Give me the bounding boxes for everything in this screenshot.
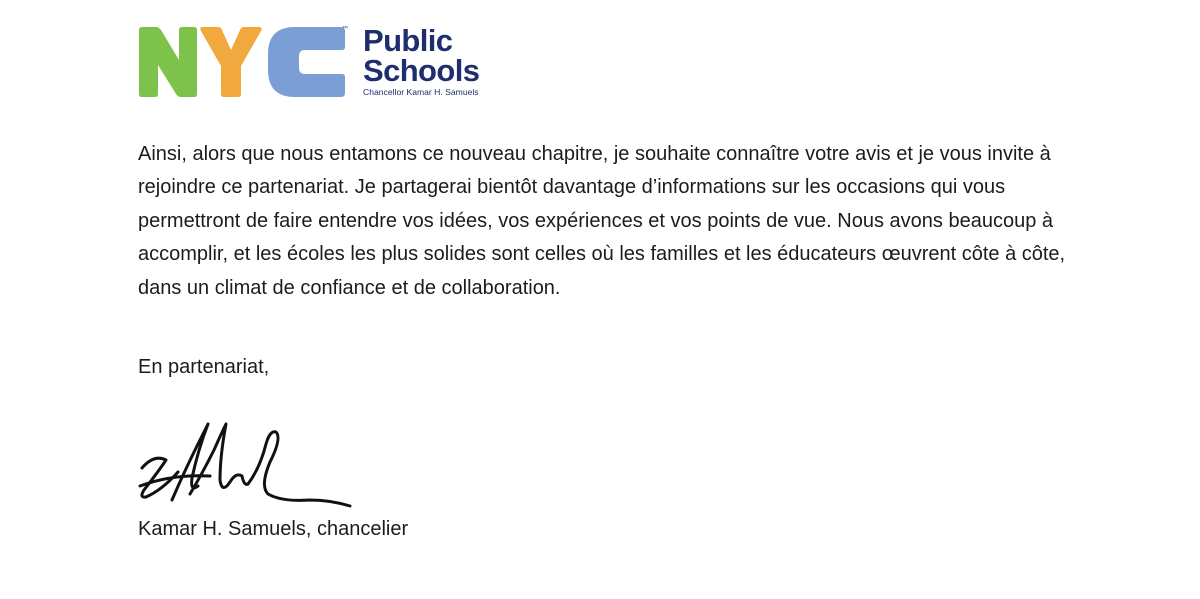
letter-closing: En partenariat, (138, 356, 270, 378)
logo-letter-n (139, 27, 197, 97)
signer-name: Kamar H. Samuels, chancelier (138, 518, 409, 540)
logo-title-public: Public (363, 23, 453, 58)
handwritten-signature (132, 420, 362, 512)
letter-body-paragraph: Ainsi, alors que nous entamons ce nouveau chapitre, je souhaite connaître votre avis et je vous invite à rejoindre ce partenariat. Je partagerai bientôt davantage d’informations sur les occasions qui vous permettront de faire entendre vos idées, vos expériences et vos points de vue. Nous avons beaucoup à accomplir, et les écoles les plus solides sont celles où les familles et les éducateurs œuvrent côte à côte, dans un climat de confiance et de collaboration. (138, 143, 1066, 299)
nyc-public-schools-logo (137, 23, 507, 102)
logo-title-schools: Schools (363, 53, 480, 88)
logo-letter-c (268, 27, 345, 97)
logo-wordmark (363, 23, 513, 98)
logo-letter-y (200, 27, 261, 97)
logo-subtitle: Chancellor Kamar H. Samuels (363, 87, 479, 97)
nyc-logo-mark-icon (137, 26, 353, 99)
trademark-mark: ™ (342, 26, 348, 32)
